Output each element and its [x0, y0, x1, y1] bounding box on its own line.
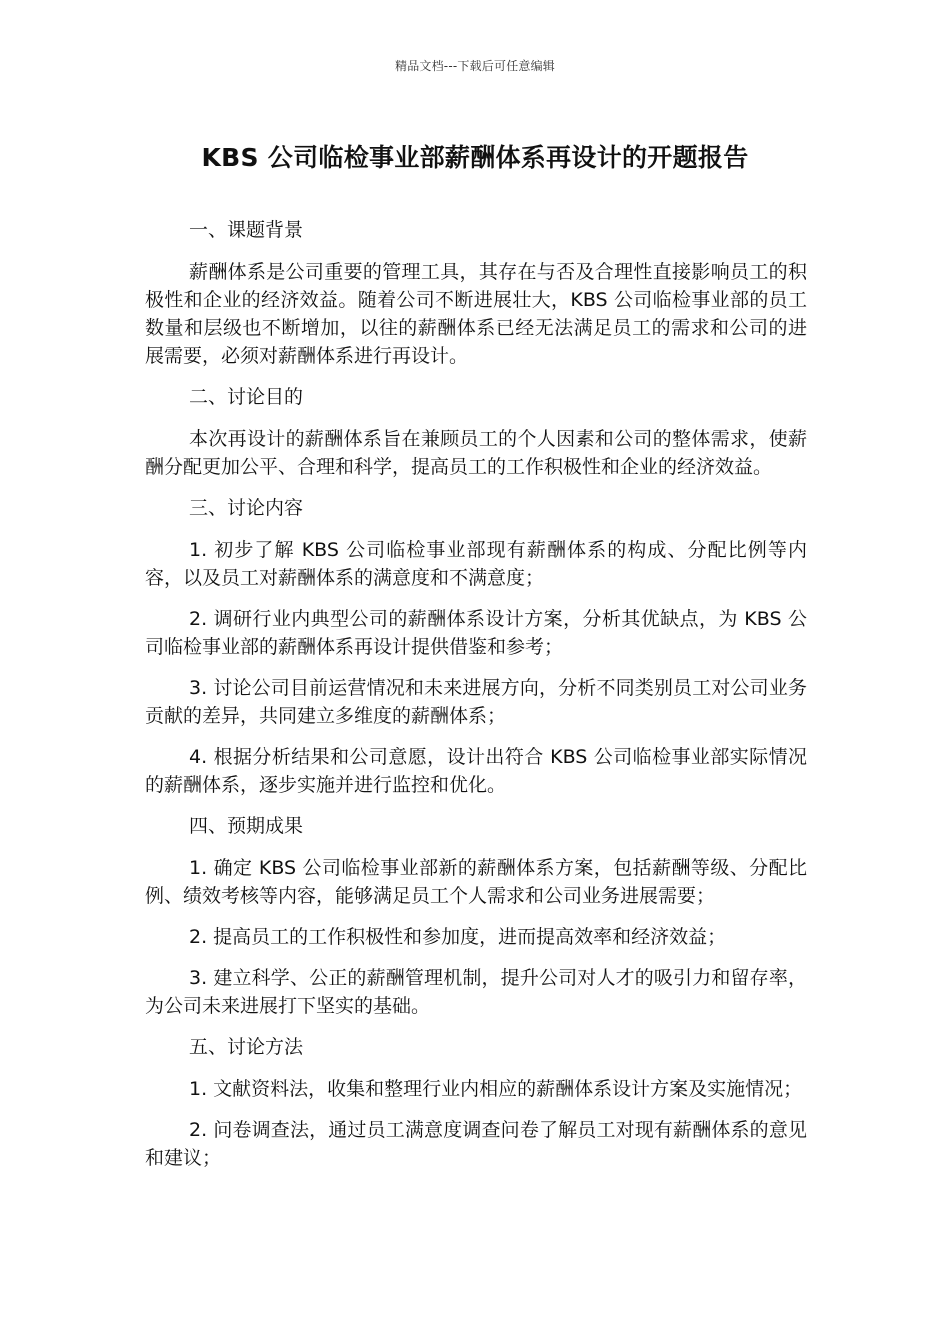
paragraph-outcome-item: 3. 建立科学、公正的薪酬管理机制，提升公司对人才的吸引力和留存率，为公司未来进展打下坚实的基础。: [145, 967, 807, 1017]
paragraph-outcome-item: 2. 提高员工的工作积极性和参加度，进而提高效率和经济效益；: [189, 926, 727, 948]
section-heading-content: 三、讨论内容: [189, 497, 304, 519]
paragraph-content-item: 4. 根据分析结果和公司意愿，设计出符合 KBS 公司临检事业部实际情况的薪酬体系，逐步实施并进行监控和优化。: [145, 746, 807, 796]
document-body: [145, 216, 807, 1185]
section-heading-outcomes: 四、预期成果: [189, 815, 304, 837]
paragraph-content-item: 1. 初步了解 KBS 公司临检事业部现有薪酬体系的构成、分配比例等内容，以及员工对薪酬体系的满意度和不满意度；: [145, 539, 807, 589]
paragraph-content-item: 3. 讨论公司目前运营情况和未来进展方向，分析不同类别员工对公司业务贡献的差异，共同建立多维度的薪酬体系；: [145, 677, 807, 727]
paragraph-background: 薪酬体系是公司重要的管理工具，其存在与否及合理性直接影响员工的积极性和企业的经济效益。随着公司不断进展壮大，KBS 公司临检事业部的员工数量和层级也不断增加，以往的薪酬体系已经无法满足员工的需求和公司的进展需要，必须对薪酬体系进行再设计。: [145, 261, 807, 367]
paragraph-content-item: 2. 调研行业内典型公司的薪酬体系设计方案，分析其优缺点，为 KBS 公司临检事业部的薪酬体系再设计提供借鉴和参考；: [145, 608, 807, 658]
paragraph-outcome-item: 1. 确定 KBS 公司临检事业部新的薪酬体系方案，包括薪酬等级、分配比例、绩效考核等内容，能够满足员工个人需求和公司业务进展需要；: [145, 857, 807, 907]
document-title: KBS 公司临检事业部薪酬体系再设计的开题报告: [201, 143, 749, 172]
paragraph-method-item: 2. 问卷调查法，通过员工满意度调查问卷了解员工对现有薪酬体系的意见和建议；: [145, 1119, 807, 1169]
paragraph-method-item: 1. 文献资料法，收集和整理行业内相应的薪酬体系设计方案及实施情况；: [189, 1078, 803, 1100]
paragraph-purpose: 本次再设计的薪酬体系旨在兼顾员工的个人因素和公司的整体需求，使薪酬分配更加公平、合理和科学，提高员工的工作积极性和企业的经济效益。: [145, 428, 807, 478]
section-heading-purpose: 二、讨论目的: [189, 386, 304, 408]
section-heading-methods: 五、讨论方法: [189, 1036, 304, 1058]
header-note: 精品文档---下载后可任意编辑: [395, 59, 555, 73]
section-heading-background: 一、课题背景: [189, 219, 304, 241]
